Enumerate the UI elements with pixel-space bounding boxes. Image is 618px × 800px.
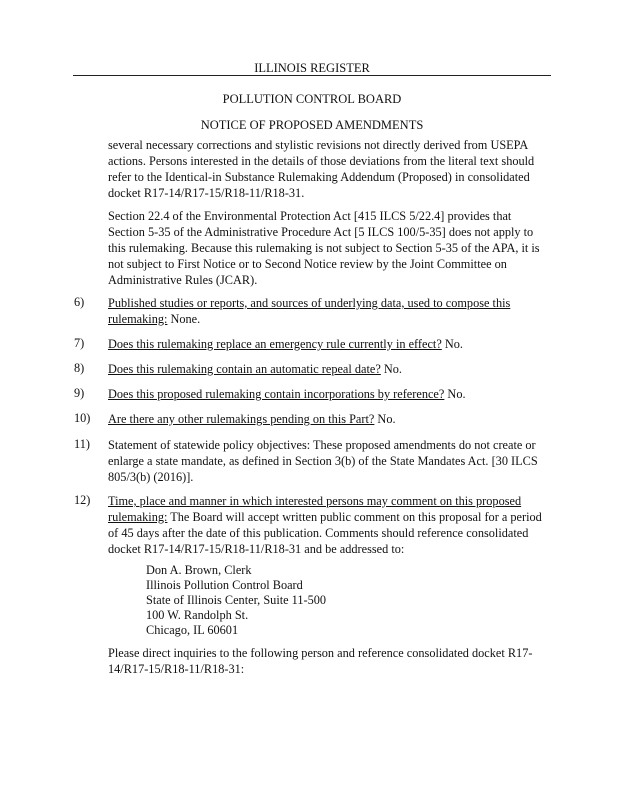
line: 805/3(b) (2016)]. bbox=[108, 470, 194, 484]
board-title: POLLUTION CONTROL BOARD bbox=[222, 92, 402, 106]
line: Please direct inquiries to the following person and reference consolidated docket R17- bbox=[108, 646, 533, 660]
item-10-answer: No. bbox=[374, 412, 396, 426]
intro-paragraph-2 bbox=[108, 208, 540, 288]
item-12-answer: The Board will accept written public comment on this proposal for a period bbox=[167, 510, 542, 524]
item-12-question-line2: rulemaking: bbox=[108, 510, 168, 524]
address-line: Illinois Pollution Control Board bbox=[146, 578, 303, 592]
item-7-answer: No. bbox=[441, 337, 463, 351]
line: not subject to First Notice or to Second Notice review by the Joint Committee on bbox=[108, 257, 507, 271]
address-line: Don A. Brown, Clerk bbox=[146, 563, 252, 577]
line: this rulemaking. Because this rulemaking is not subject to Section 5-35 of the APA, it is bbox=[108, 241, 540, 255]
line: docket R17-14/R17-15/R18-11/R18-31 and be addressed to: bbox=[108, 542, 405, 556]
item-8-answer: No. bbox=[380, 362, 403, 376]
item-7-question: Does this rulemaking replace an emergency rule currently in effect? bbox=[108, 337, 442, 351]
address-line: State of Illinois Center, Suite 11-500 bbox=[146, 593, 327, 607]
item-10 bbox=[108, 411, 396, 427]
line: refer to the Identical-in Substance Rulemaking Addendum (Proposed) in consolidated bbox=[108, 170, 530, 184]
item-8-question: Does this rulemaking contain an automatic repeal date? bbox=[108, 362, 381, 376]
item-12-question-line1: Time, place and manner in which interested persons may comment on this proposed bbox=[108, 494, 522, 508]
item-number-9: 9) bbox=[74, 386, 85, 400]
item-11 bbox=[108, 437, 538, 485]
line: 14/R17-15/R18-11/R18-31: bbox=[108, 662, 245, 676]
line: docket R17-14/R17-15/R18-11/R18-31. bbox=[108, 186, 305, 200]
line: Administrative Rules (JCAR). bbox=[108, 273, 258, 287]
item-number-7: 7) bbox=[74, 336, 85, 350]
item-6 bbox=[108, 295, 510, 327]
item-9-answer: No. bbox=[444, 387, 466, 401]
item-9-question: Does this proposed rulemaking contain incorporations by reference? bbox=[108, 387, 445, 401]
item-number-6: 6) bbox=[74, 295, 85, 309]
line: Section 5-35 of the Administrative Procedure Act [5 ILCS 100/5-35] does not apply to bbox=[108, 225, 534, 239]
item-7 bbox=[108, 336, 463, 352]
item-number-10: 10) bbox=[74, 411, 91, 425]
item-6-answer: None. bbox=[167, 312, 201, 326]
intro-paragraph-1 bbox=[108, 137, 534, 201]
item-number-11: 11) bbox=[74, 437, 90, 451]
item-9 bbox=[108, 386, 466, 402]
line: of 45 days after the date of this publication. Comments should reference consolidated bbox=[108, 526, 529, 540]
item-12 bbox=[108, 493, 542, 557]
item-10-question: Are there any other rulemakings pending on this Part? bbox=[108, 412, 375, 426]
line: enlarge a state mandate, as defined in Section 3(b) of the State Mandates Act. [30 ILCS bbox=[108, 454, 538, 468]
address-line: Chicago, IL 60601 bbox=[146, 623, 239, 637]
address-block bbox=[146, 563, 326, 638]
header-rule bbox=[73, 75, 551, 76]
address-line: 100 W. Randolph St. bbox=[146, 608, 249, 622]
item-8 bbox=[108, 361, 402, 377]
line: Statement of statewide policy objectives: These proposed amendments do not create or bbox=[108, 438, 536, 452]
notice-title: NOTICE OF PROPOSED AMENDMENTS bbox=[200, 118, 424, 132]
register-title: ILLINOIS REGISTER bbox=[254, 61, 370, 75]
closing-paragraph bbox=[108, 645, 532, 677]
line: actions. Persons interested in the details of those deviations from the literal text should bbox=[108, 154, 535, 168]
line: Section 22.4 of the Environmental Protection Act [415 ILCS 5/22.4] provides that bbox=[108, 209, 512, 223]
item-number-12: 12) bbox=[74, 493, 91, 507]
item-number-8: 8) bbox=[74, 361, 85, 375]
item-6-question-line1: Published studies or reports, and sources of underlying data, used to compose this bbox=[108, 296, 511, 310]
item-6-question-line2: rulemaking: bbox=[108, 312, 168, 326]
line: several necessary corrections and stylistic revisions not directly derived from USEPA bbox=[108, 138, 529, 152]
